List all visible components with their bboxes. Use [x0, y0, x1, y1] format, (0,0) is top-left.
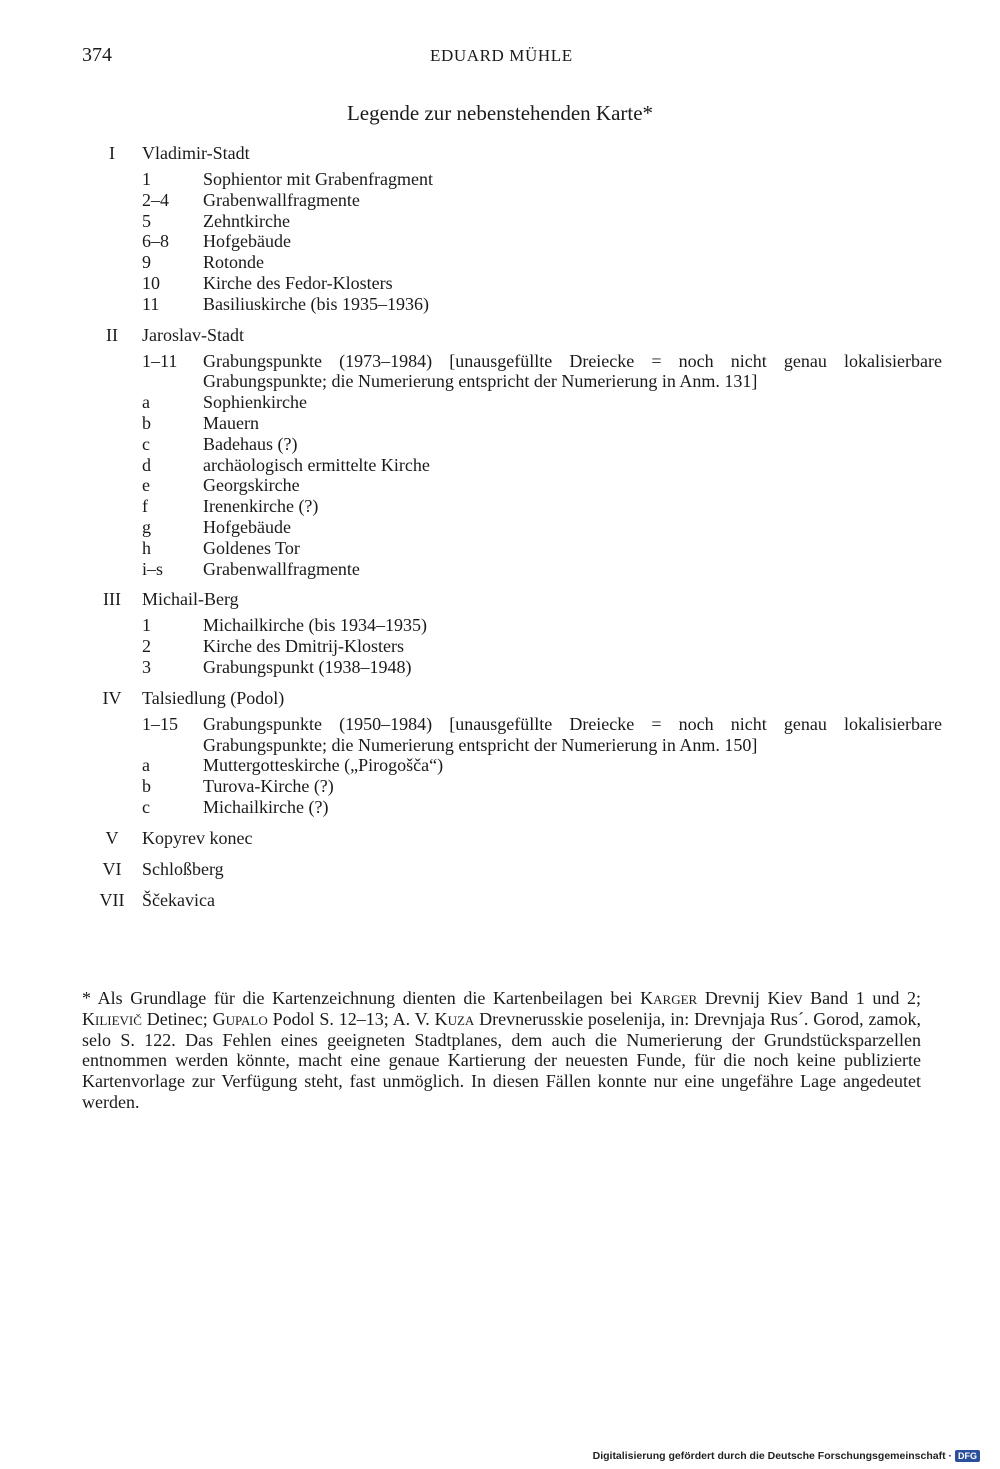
entry-description: Michailkirche (bis 1934–1935) — [203, 615, 427, 636]
legend-entry — [142, 755, 942, 776]
entry-description: archäologisch ermittelte Kirche — [203, 454, 430, 475]
legend-entry — [142, 455, 942, 476]
entry-description: Hofgebäude — [203, 516, 291, 537]
section-name: Schloßberg — [142, 858, 224, 879]
section-name: Ščekavica — [142, 889, 215, 910]
entry-description: Zehntkirche — [203, 210, 290, 231]
section-numeral: VII — [99, 889, 125, 910]
entry-code: 5 — [142, 210, 151, 231]
legend-entry — [142, 190, 942, 211]
entry-code: h — [142, 537, 151, 558]
page-number: 374 — [82, 44, 112, 66]
section-name: Kopyrev konec — [142, 827, 253, 848]
footnote — [82, 988, 921, 1113]
digitization-note: Digitalisierung gefördert durch die Deutsche Forschungsgemeinschaft · — [592, 1450, 952, 1462]
entry-description: Grabenwallfragmente — [203, 189, 360, 210]
legend-entry — [142, 211, 942, 232]
entry-list — [142, 169, 942, 315]
legend-entry — [142, 252, 942, 273]
section-heading — [82, 828, 942, 849]
legend-section — [82, 859, 942, 880]
author-name: Kuza — [434, 1008, 475, 1029]
entry-description: Badehaus (?) — [203, 433, 298, 454]
entry-code: a — [142, 392, 150, 413]
entry-description: Rotonde — [203, 252, 264, 273]
entry-code: b — [142, 412, 151, 433]
entry-list — [142, 351, 942, 580]
entry-code: 3 — [142, 656, 151, 677]
section-name: Jaroslav-Stadt — [142, 324, 244, 345]
section-numeral: I — [109, 143, 115, 163]
entry-code: 2–4 — [142, 189, 169, 210]
legend-entry — [142, 475, 942, 496]
entry-description: Sophientor mit Grabenfragment — [203, 169, 433, 189]
entry-code: 10 — [142, 272, 160, 293]
footnote-text: Detinec; — [141, 1008, 213, 1029]
section-numeral: IV — [102, 687, 122, 708]
entry-code: a — [142, 755, 150, 776]
entry-description: Sophienkirche — [203, 392, 307, 413]
entry-list — [142, 615, 942, 677]
section-numeral: III — [103, 589, 121, 610]
section-name: Vladimir-Stadt — [142, 143, 250, 163]
digitization-footer — [593, 1450, 980, 1462]
legend-entry — [142, 615, 942, 636]
legend-entry — [142, 169, 942, 190]
section-name: Michail-Berg — [142, 589, 239, 610]
entry-description: Georgskirche — [203, 475, 300, 496]
legend-section — [82, 890, 942, 911]
entry-description: Kirche des Dmitrij-Klosters — [203, 636, 404, 657]
entry-description: Grabungspunkte (1973–1984) [unausgefüllte Dreiecke = noch nicht genau lokalisierbare Grabungspunkte; die Numerierung entspricht der Numerierung in Anm. 131] — [203, 350, 942, 392]
legend-entry — [142, 517, 942, 538]
entry-code: f — [142, 496, 148, 517]
section-heading — [82, 143, 942, 164]
section-heading — [82, 890, 942, 911]
entry-code: b — [142, 776, 151, 797]
footnote-text: Drevnij Kiev Band 1 und 2; — [697, 988, 921, 1008]
entry-code: 1 — [142, 615, 151, 636]
legend-entry — [142, 496, 942, 517]
section-numeral: VI — [102, 858, 122, 879]
section-heading — [82, 688, 942, 709]
legend-entry — [142, 714, 942, 756]
entry-description: Basiliuskirche (bis 1935–1936) — [203, 293, 429, 314]
entry-description: Michailkirche (?) — [203, 796, 329, 817]
entry-description: Mauern — [203, 412, 259, 433]
legend-entry — [142, 559, 942, 580]
entry-code: 1 — [142, 169, 151, 189]
section-numeral: II — [106, 324, 118, 345]
entry-code: 9 — [142, 252, 151, 273]
entry-code: 1–15 — [142, 713, 178, 734]
legend-entry — [142, 273, 942, 294]
entry-description: Irenenkirche (?) — [203, 496, 319, 517]
legend-entry — [142, 351, 942, 393]
entry-code: d — [142, 454, 151, 475]
entry-code: c — [142, 796, 150, 817]
legend-entry — [142, 538, 942, 559]
entry-code: c — [142, 433, 150, 454]
entry-code: g — [142, 516, 151, 537]
entry-code: 11 — [142, 293, 160, 314]
section-heading — [82, 589, 942, 610]
page-title: Legende zur nebenstehenden Karte* — [346, 101, 654, 125]
footnote-text: * Als Grundlage für die Kartenzeichnung dienten die Kartenbeilagen bei — [82, 988, 641, 1008]
entry-description: Goldenes Tor — [203, 537, 300, 558]
legend-section — [82, 325, 942, 580]
running-head: EDUARD MÜHLE — [430, 46, 573, 65]
section-heading — [82, 325, 942, 346]
entry-code: 2 — [142, 636, 151, 657]
entry-code: 1–11 — [142, 350, 178, 371]
legend-entry — [142, 231, 942, 252]
legend-entry — [142, 797, 942, 818]
section-numeral: V — [105, 827, 119, 848]
entry-description: Grabenwallfragmente — [203, 558, 360, 579]
section-heading — [82, 859, 942, 880]
entry-code: i–s — [142, 558, 164, 579]
entry-list — [142, 714, 942, 818]
author-name: Gupalo — [212, 1008, 268, 1029]
legend-entry — [142, 413, 942, 434]
legend-section — [82, 828, 942, 849]
legend-section — [82, 589, 942, 677]
legend-entry — [142, 776, 942, 797]
legend-entry — [142, 657, 942, 678]
legend-entry — [142, 294, 942, 315]
entry-description: Turova-Kirche (?) — [203, 776, 334, 797]
legend-entry — [142, 636, 942, 657]
legend-sections — [82, 143, 942, 921]
author-name: Karger — [640, 988, 698, 1008]
legend-section — [82, 688, 942, 818]
footnote-text: Drevnerusskie poselenija, in: Drevnjaja Rus´. Gorod, zamok, selo S. 122. Das Fehlen eines geeigneten Stadtplanes, dem auch die Numerierung der Grundstücksparzellen entnommen werden könnte, macht eine genaue Kartierung der neuesten Funde, für die noch keine publizierte Kartenvorlage zur Verfügung steht, fast unmöglich. In diesen Fällen konnte nur eine ungefähre Lage angedeutet werden. — [82, 1008, 921, 1112]
entry-description: Grabungspunkte (1950–1984) [unausgefüllte Dreiecke = noch nicht genau lokalisierbare Grabungspunkte; die Numerierung entspricht der Numerierung in Anm. 150] — [203, 713, 942, 755]
dfg-logo-icon: DFG — [955, 1450, 980, 1462]
entry-code: 6–8 — [142, 231, 169, 252]
entry-description: Kirche des Fedor-Klosters — [203, 272, 393, 293]
footnote-text: Podol S. 12–13; A. V. — [267, 1008, 435, 1029]
entry-description: Grabungspunkt (1938–1948) — [203, 656, 412, 677]
entry-code: e — [142, 475, 150, 496]
entry-description: Hofgebäude — [203, 231, 291, 252]
author-name: Kilievič — [82, 1008, 142, 1029]
legend-section — [82, 143, 942, 315]
legend-entry — [142, 434, 942, 455]
legend-entry — [142, 392, 942, 413]
section-name: Talsiedlung (Podol) — [142, 687, 285, 708]
entry-description: Muttergotteskirche („Pirogošča“) — [203, 755, 444, 776]
